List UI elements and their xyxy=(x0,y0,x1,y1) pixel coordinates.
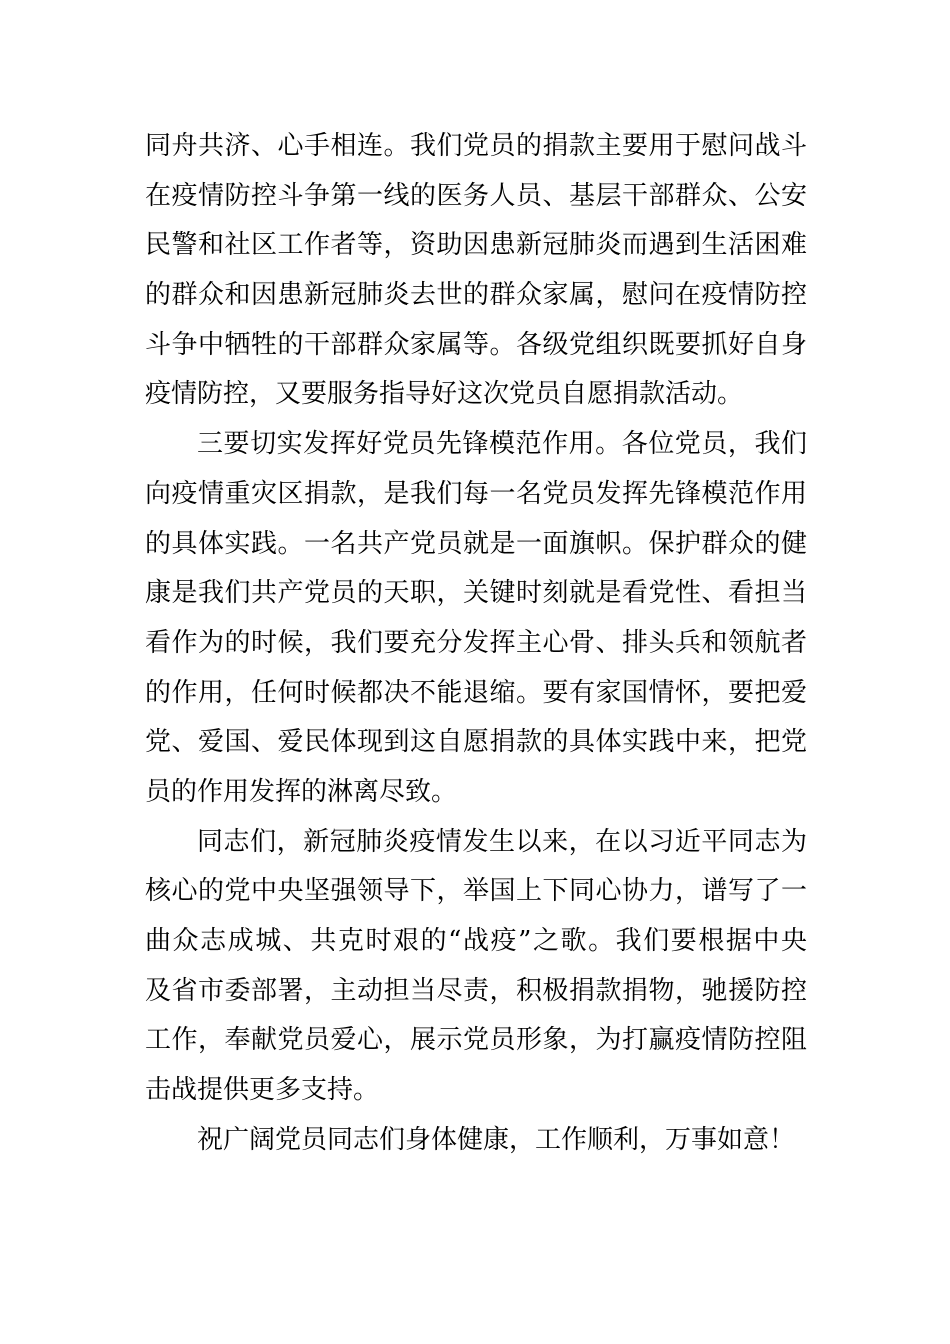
paragraph xyxy=(145,122,807,420)
paragraph xyxy=(145,420,807,818)
paragraph xyxy=(145,1116,807,1166)
text-line: 员的作用发挥的淋离尽致。 xyxy=(145,776,458,807)
text-line: 康是我们共产党员的天职，关键时刻就是看党性、看担当 xyxy=(145,578,807,609)
document-body xyxy=(145,122,807,1165)
text-line: 看作为的时候，我们要充分发挥主心骨、排头兵和领航者 xyxy=(145,627,807,658)
text-line: 同志们，新冠肺炎疫情发生以来，在以习近平同志为 xyxy=(197,826,807,857)
text-line: 斗争中牺牲的干部群众家属等。各级党组织既要抓好自身 xyxy=(145,329,807,360)
text-line: 击战提供更多支持。 xyxy=(145,1075,380,1106)
text-line: 党、爱国、爱民体现到这自愿捐款的具体实践中来，把党 xyxy=(145,727,807,758)
paragraph xyxy=(145,818,807,1116)
text-line: 民警和社区工作者等，资助因患新冠肺炎而遇到生活困难 xyxy=(145,230,807,261)
text-line: 的具体实践。一名共产党员就是一面旗帜。保护群众的健 xyxy=(145,528,807,559)
text-line: 同舟共济、心手相连。我们党员的捐款主要用于慰问战斗 xyxy=(145,131,807,161)
text-line: 曲众志成城、共克时艰的“战疫”之歌。我们要根据中央 xyxy=(145,926,807,956)
text-line: 疫情防控，又要服务指导好这次党员自愿捐款活动。 xyxy=(145,379,744,410)
text-line: 核心的党中央坚强领导下，举国上下同心协力，谱写了一 xyxy=(145,876,807,907)
text-line: 向疫情重灾区捐款，是我们每一名党员发挥先锋模范作用 xyxy=(145,478,807,509)
text-line: 工作，奉献党员爱心，展示党员形象，为打赢疫情防控阻 xyxy=(145,1025,807,1056)
text-line: 及省市委部署，主动担当尽责，积极捐款捐物，驰援防控 xyxy=(145,975,807,1006)
text-line: 祝广阔党员同志们身体健康，工作顺利，万事如意！ xyxy=(197,1124,796,1155)
text-line: 在疫情防控斗争第一线的医务人员、基层干部群众、公安 xyxy=(145,180,807,211)
text-line: 的群众和因患新冠肺炎去世的群众家属，慰问在疫情防控 xyxy=(145,280,807,311)
text-line: 三要切实发挥好党员先锋模范作用。各位党员，我们 xyxy=(197,429,807,460)
text-line: 的作用，任何时候都决不能退缩。要有家国情怀，要把爱 xyxy=(145,677,807,708)
